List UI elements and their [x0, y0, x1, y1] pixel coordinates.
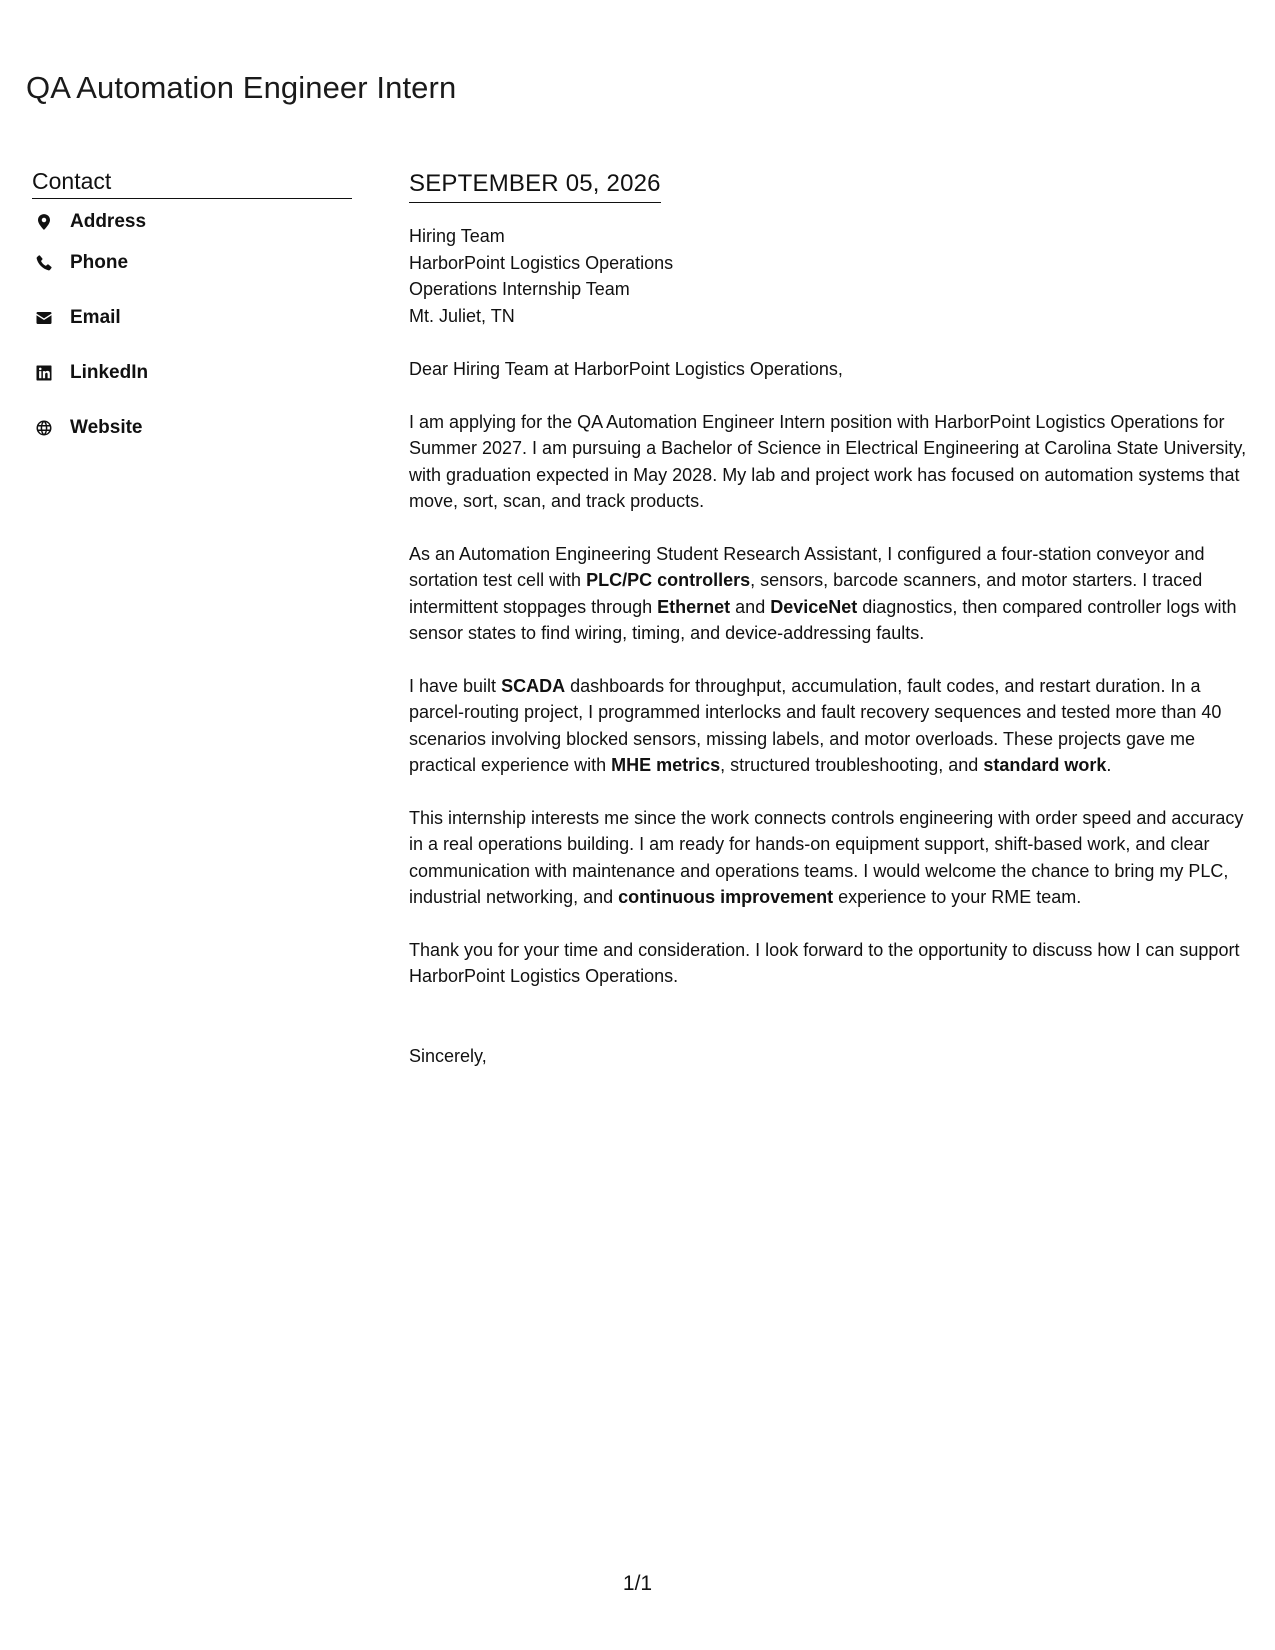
recipient-block — [409, 223, 1247, 329]
contact-item-address[interactable] — [32, 207, 352, 237]
paragraph-text: I have built — [409, 675, 502, 696]
recipient-line: Operations Internship Team — [409, 279, 630, 299]
contact-item-email[interactable] — [32, 289, 352, 347]
paragraph-text: This internship interests me since the work connects controls engineering with order speed and accuracy in a real operations building. I am ready for hands-on equipment support, shift-based work, and clear communication with maintenance and operations teams. I would welcome the chance to bring my PLC, industrial networking, and — [409, 807, 1244, 907]
body-paragraph — [409, 673, 1247, 779]
recipient-line: HarborPoint Logistics Operations — [409, 252, 674, 273]
page-title: QA Automation Engineer Intern — [26, 70, 457, 105]
emphasis-text: continuous improvement — [618, 887, 834, 907]
contact-heading: Contact — [32, 166, 352, 199]
paragraph-text: and — [730, 596, 771, 617]
paragraph-text: experience to your RME team. — [833, 887, 1082, 907]
contact-item-linkedin[interactable] — [32, 344, 352, 402]
envelope-icon — [34, 308, 54, 328]
phone-icon — [34, 253, 54, 273]
paragraph-text: As an Automation Engineering Student Research Assistant, I configured a four-station conveyor and sortation test cell with — [409, 543, 1205, 590]
body-paragraph — [409, 409, 1247, 515]
emphasis-text: SCADA — [501, 675, 566, 696]
cover-letter-body — [409, 168, 1247, 1069]
emphasis-text: Ethernet — [657, 596, 731, 617]
paragraph-text: . — [1106, 755, 1112, 775]
body-paragraph — [409, 937, 1247, 990]
salutation: Dear Hiring Team at HarborPoint Logistics Operations, — [409, 359, 843, 379]
paragraph-text: diagnostics, then compared controller logs with sensor states to find wiring, timing, and device-addressing faults. — [409, 596, 1237, 643]
page-number: 1/1 — [622, 1572, 653, 1595]
contact-item-phone[interactable] — [32, 234, 352, 292]
contact-label: LinkedIn — [70, 362, 149, 383]
body-paragraph — [409, 541, 1247, 647]
contact-list — [32, 207, 352, 457]
emphasis-text: MHE metrics — [611, 755, 721, 775]
contact-label: Address — [70, 211, 147, 232]
paragraph-text: , structured troubleshooting, and — [720, 755, 984, 775]
globe-icon — [34, 418, 54, 438]
paragraph-text: , sensors, barcode scanners, and motor starters. I traced intermittent stoppages through — [409, 570, 1203, 617]
emphasis-text: PLC/PC controllers — [586, 570, 751, 590]
body-paragraph — [409, 805, 1247, 911]
contact-sidebar — [32, 166, 352, 457]
emphasis-text: standard work — [983, 755, 1107, 775]
signoff: Sincerely, — [409, 1045, 487, 1066]
contact-label: Phone — [70, 252, 129, 273]
letter-paragraphs — [409, 409, 1247, 990]
contact-label: Email — [70, 307, 121, 328]
map-pin-icon — [34, 212, 54, 232]
letter-date: SEPTEMBER 05, 2026 — [409, 168, 661, 203]
emphasis-text: DeviceNet — [770, 596, 858, 617]
contact-label: Website — [70, 417, 143, 438]
paragraph-text: Thank you for your time and consideration. I look forward to the opportunity to discuss how I can support HarborPoint Logistics Operations. — [409, 939, 1240, 986]
linkedin-icon — [34, 363, 54, 383]
recipient-line: Mt. Juliet, TN — [409, 305, 515, 326]
contact-item-website[interactable] — [32, 399, 352, 457]
paragraph-text: I am applying for the QA Automation Engineer Intern position with HarborPoint Logistics Operations for Summer 2027. I am pursuing a Bachelor of Science in Electrical Engineering at Carolina State University, with graduation expected in May 2028. My lab and project work has focused on automation systems that move, sort, scan, and track products. — [409, 411, 1247, 511]
paragraph-text: dashboards for throughput, accumulation, fault codes, and restart duration. In a parcel-routing project, I programmed interlocks and fault recovery sequences and tested more than 40 scenarios involving blocked sensors, missing labels, and motor overloads. These projects gave me practical experience with — [409, 675, 1222, 775]
recipient-line: Hiring Team — [409, 226, 505, 246]
